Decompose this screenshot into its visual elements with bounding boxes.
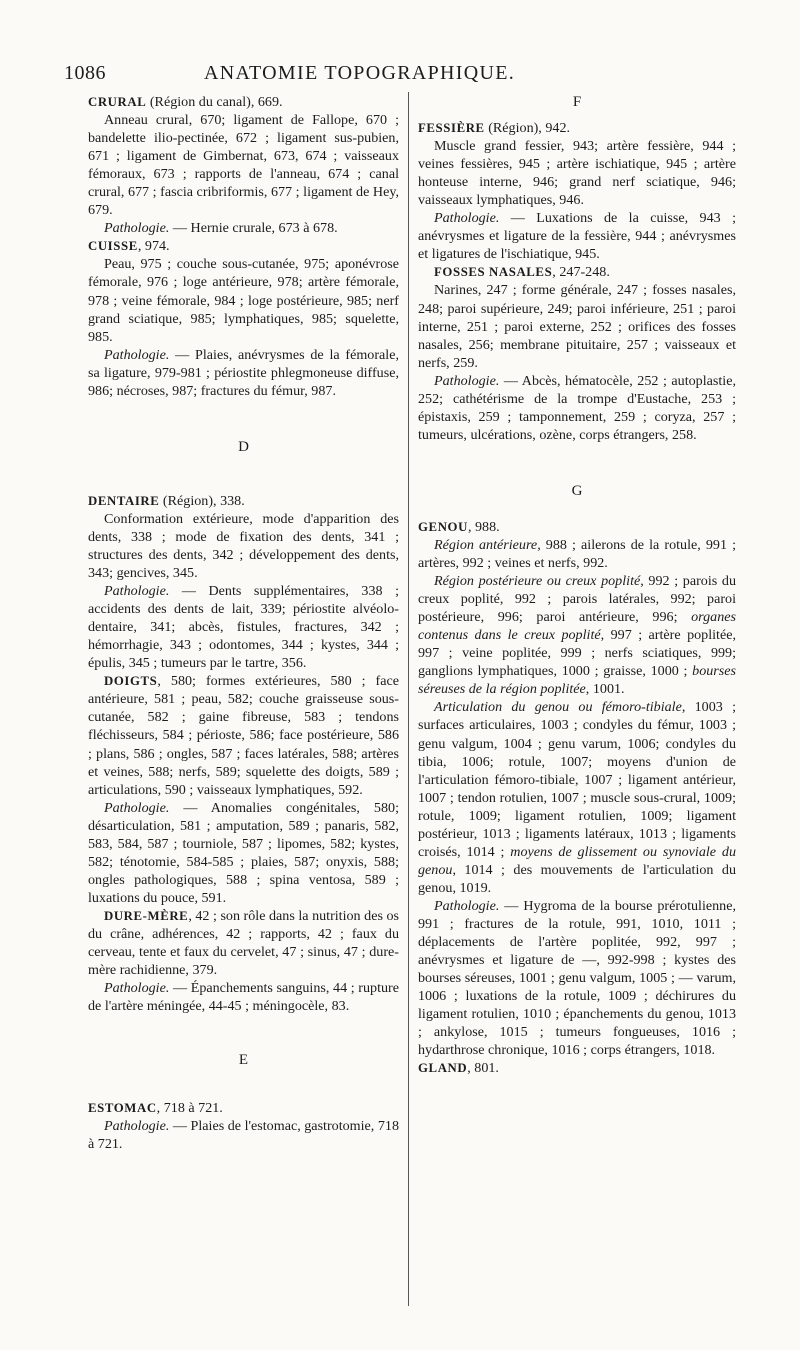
entry-cuisse-pathology bbox=[88, 346, 399, 400]
entry-fosses-heading bbox=[418, 263, 736, 281]
headword-fosses-nasales: FOSSES NASALES bbox=[434, 265, 553, 280]
pathology-label: Pathologie. bbox=[434, 210, 500, 227]
entry-doigts-pathology bbox=[88, 799, 399, 907]
headword-doigts: DOIGTS bbox=[104, 674, 158, 689]
entry-estomac-pathology bbox=[88, 1117, 399, 1153]
entry-crural-ref: (Région du canal), 669. bbox=[146, 94, 283, 110]
pathology-text: — Épanchements sanguins, 44 ; rupture de l'artère méningée, 44-45 ; méningocèle, 83. bbox=[88, 980, 399, 1015]
entry-cuisse-heading bbox=[88, 237, 399, 255]
pathology-label: Pathologie. bbox=[104, 583, 170, 600]
entry-cuisse-anatomy: Peau, 975 ; couche sous-cutanée, 975; aponévrose fémorale, 976 ; loge antérieure, 978; artère fémorale, 978 ; veine fémorale, 984 ; loge postérieure, 985; nerf grand sciatique, 985; lymphatiques, 985; squelette, 985. bbox=[88, 256, 399, 345]
entry-genou-anterior bbox=[418, 536, 736, 572]
headword-crural: CRURAL bbox=[88, 95, 147, 109]
entry-estomac-heading bbox=[88, 1099, 399, 1117]
headword-dure-mere: DURE-MÈRE bbox=[104, 908, 189, 923]
entry-dentaire-ref: (Région), 338. bbox=[159, 492, 245, 509]
headword-dentaire: DENTAIRE bbox=[88, 493, 160, 508]
pathology-label: Pathologie. bbox=[104, 980, 170, 997]
section-letter-g: G bbox=[571, 482, 583, 499]
pathology-text: — Plaies, anévrysmes de la fémorale, sa ligature, 979-981 ; périostite phlegmoneuse diffuse, 986; nécroses, 987; fractures du fémur, 987. bbox=[88, 346, 399, 399]
entry-cuisse-ref: , 974. bbox=[137, 238, 170, 255]
headword-genou: GENOU bbox=[418, 519, 468, 534]
page-number: 1086 bbox=[64, 62, 106, 84]
genou-posterior-text: , 992 ; parois du creux poplité, 992 ; parois latérales, 992; paroi postérieure, 996; paroi antérieure, 996; bbox=[418, 573, 736, 626]
pathology-label: Pathologie. bbox=[434, 372, 500, 389]
headword-cuisse: CUISSE bbox=[88, 239, 138, 254]
section-letter-e: E bbox=[238, 1052, 249, 1069]
subhead-region-anterieure: Région antérieure bbox=[434, 536, 538, 553]
pathology-text: — Hernie crurale, 673 à 678. bbox=[169, 220, 338, 237]
entry-dentaire-anatomy: Conformation extérieure, mode d'apparition des dents, 338 ; mode de fixation des dents, 341 ; structures des dents, 342 ; développement des dents, 343; gencives, 345. bbox=[88, 510, 399, 582]
entry-fessiere-heading bbox=[418, 119, 736, 137]
page-header bbox=[64, 62, 724, 92]
headword-fessiere: FESSIÈRE bbox=[418, 121, 485, 136]
pathology-text: — Anomalies congénitales, 580; désarticulation, 581 ; amputation, 589 ; panaris, 582, 583, 584, 587 ; tourniole, 587 ; lipomes, 582; kystes, 582; ténotomie, 584-585 ; plaies, 587; onyxis, 588; ongles pathologiques, 588 ; spina ventosa, 589 ; luxations du pouce, 591. bbox=[88, 799, 399, 906]
entry-dentaire-pathology bbox=[88, 582, 399, 672]
pathology-text: — Plaies de l'estomac, gastrotomie, 718 à 721. bbox=[88, 1118, 399, 1153]
genou-moyens-text: , 1014 ; des mouvements de l'articulation du genou, 1019. bbox=[418, 861, 736, 896]
running-title: ANATOMIE TOPOGRAPHIQUE. bbox=[204, 62, 516, 84]
subhead-bourses-sereuses: bourses séreuses de la région poplitée bbox=[418, 663, 736, 698]
entry-gland-ref: , 801. bbox=[467, 1060, 499, 1077]
entry-doigts bbox=[88, 672, 399, 798]
entry-genou-articulation bbox=[418, 698, 736, 897]
genou-anterior-text: , 988 ; ailerons de la rotule, 991 ; artères, 992 ; veines et nerfs, 992. bbox=[418, 536, 736, 572]
left-column bbox=[88, 93, 399, 1153]
entry-dentaire-heading bbox=[88, 492, 399, 510]
entry-doigts-anatomy: , 580; formes extérieures, 580 ; face antérieure, 581 ; peau, 582; couche graisseuse sous-cutanée, 582 ; gaine fibreuse, 583 ; tendons fléchisseurs, 584 ; périoste, 586; face postérieure, 586 ; plans, 586 ; ongles, 587 ; faces latérales, 588; artères et veines, 588; nerfs, 589; squelette des doigts, 589 ; articulations, 590 ; vaisseaux lymphatiques, 592. bbox=[88, 673, 399, 798]
entry-fosses-pathology bbox=[418, 372, 736, 444]
entry-dure-mere-pathology bbox=[88, 979, 399, 1015]
entry-crural-pathology bbox=[88, 219, 399, 237]
entry-estomac-ref: , 718 à 721. bbox=[156, 1100, 223, 1117]
pathology-text: — Luxations de la cuisse, 943 ; anévrysmes et ligature de la fessière, 944 ; anévrysmes et ligatures de l'ischiatique, 945. bbox=[418, 210, 736, 263]
entry-crural-anatomy: Anneau crural, 670; ligament de Fallope, 670 ; bandelette ilio-pectinée, 672 ; ligament sus-pubien, 671 ; ligament de Gimbernat, 673, 674 ; vaisseaux fémoraux, 673 ; rapports de l'anneau, 674 ; canal crural, 677 ; fascia cribriformis, 677 ; ligament de Hey, 679. bbox=[88, 112, 399, 219]
headword-gland: GLAND bbox=[418, 1061, 468, 1076]
pathology-label: Pathologie. bbox=[104, 799, 170, 816]
right-column bbox=[418, 93, 736, 1077]
genou-organes-text: , 997 ; artère poplitée, 997 ; veine poplitée, 999 ; nerfs sciatiques, 999; ganglions lymphatiques, 1000 ; graisse, 1000 ; bbox=[418, 627, 736, 680]
pathology-label: Pathologie. bbox=[104, 346, 170, 363]
section-letter-d: D bbox=[238, 438, 249, 455]
entry-gland bbox=[418, 1059, 736, 1077]
entry-genou-ref: , 988. bbox=[467, 518, 500, 535]
entry-crural-heading bbox=[88, 93, 399, 111]
pathology-text: — Abcès, hématocèle, 252 ; autoplastie, 252; cathétérisme de la trompe d'Eustache, 253 ; épistaxis, 259 ; tamponnement, 259 ; coryza, 257 ; tumeurs, ulcérations, ozène, corps étrangers, 258. bbox=[418, 372, 736, 443]
entry-fessiere-anatomy: Muscle grand fessier, 943; artère fessière, 944 ; veines fessières, 945 ; artère ischiatique, 945 ; artère honteuse interne, 946; grand nerf sciatique, 946; vaisseaux lymphatiques, 946. bbox=[418, 138, 736, 209]
pathology-label: Pathologie. bbox=[104, 220, 170, 237]
subhead-moyens-glissement: moyens de glissement ou synoviale du genou bbox=[418, 843, 736, 878]
genou-bourses-text: , 1001. bbox=[585, 681, 625, 698]
subhead-organes-contenus: organes contenus dans le creux poplité bbox=[418, 609, 736, 644]
subhead-articulation: Articulation du genou ou fémoro-tibiale bbox=[434, 699, 682, 716]
section-letter-f: F bbox=[572, 94, 582, 110]
subhead-region-posterieure: Région postérieure ou creux poplité bbox=[434, 573, 641, 590]
pathology-label: Pathologie. bbox=[104, 1118, 170, 1135]
entry-dure-mere-anatomy: , 42 ; son rôle dans la nutrition des os du crâne, adhérences, 42 ; rapports, 42 ; faux du cerveau, tente et faux du cervelet, 47 ; sinus, 47 ; dure-mère rachidienne, 379. bbox=[88, 907, 399, 979]
column-divider bbox=[408, 92, 409, 1306]
entry-dure-mere bbox=[88, 907, 399, 979]
genou-articulation-text: , 1003 ; surfaces articulaires, 1003 ; condyles du fémur, 1003 ; genu valgum, 1004 ; genu varum, 1006; condyles du tibia, 1006; rotule, 1007; moyens d'union de l'articulation fémoro-tibiale, 1007 ; ligament antérieur, 1007 ; tendon rotulien, 1007 ; muscle sous-crural, 1009; rotule, 1009; ligament rotulien, 1009; ligament postérieur, 1013 ; ligaments latéraux, 1013 ; ligaments croisés, 1014 ; bbox=[418, 699, 736, 860]
entry-genou-heading bbox=[418, 518, 736, 536]
pathology-label: Pathologie. bbox=[434, 897, 500, 914]
entry-fessiere-pathology bbox=[418, 209, 736, 263]
entry-fosses-ref: , 247-248. bbox=[552, 264, 610, 281]
entry-fessiere-ref: (Région), 942. bbox=[484, 120, 571, 137]
entry-genou-pathology bbox=[418, 897, 736, 1059]
entry-fosses-anatomy: Narines, 247 ; forme générale, 247 ; fosses nasales, 248; paroi supérieure, 249; paroi inférieure, 251 ; paroi interne, 251 ; paroi externe, 252 ; orifices des fosses nasales, 256; membrane pituitaire, 257 ; vaisseaux et nerfs, 259. bbox=[418, 282, 736, 371]
pathology-text: — Hygroma de la bourse prérotulienne, 991 ; fractures de la rotule, 991, 1010, 1011 ; déplacements de l'artère poplitée, 992, 997 ; anévrysmes et ligature de —, 992-998 ; kystes des bourses séreuses, 1001 ; genu valgum, 1005 ; — varum, 1006 ; luxations de la rotule, 1009 ; déchirures du ligament rotulien, 1010 ; épanchements du genou, 1013 ; ankylose, 1015 ; tumeurs fongueuses, 1016 ; hydarthrose chronique, 1016 ; corps étrangers, 1018. bbox=[418, 897, 736, 1059]
entry-genou-posterior bbox=[418, 572, 736, 698]
pathology-text: — Dents supplémentaires, 338 ; accidents des dents de lait, 339; périostite alvéolo-dentaire, 341; abcès, fistules, fractures, 342 ; hémorrhagie, 343 ; odontomes, 344 ; kystes, 344 ; épulis, 345 ; tumeurs par le tartre, 356. bbox=[88, 583, 399, 672]
headword-estomac: ESTOMAC bbox=[88, 1101, 157, 1116]
